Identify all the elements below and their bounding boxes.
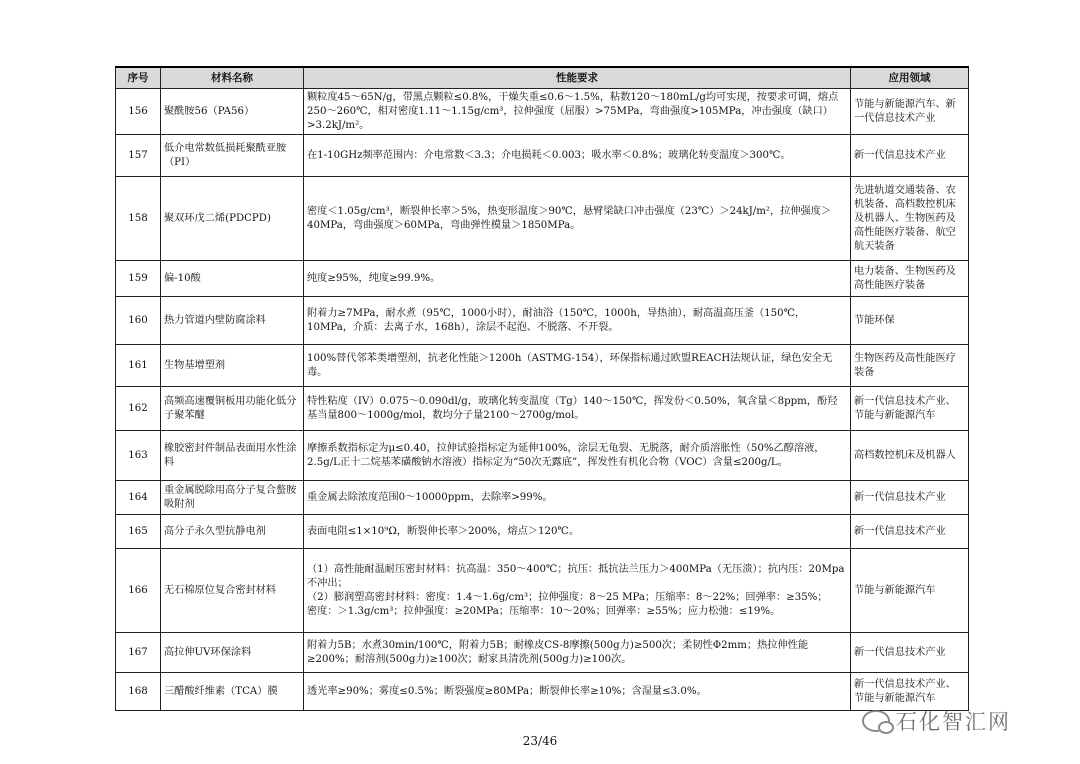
- wechat-icon: [862, 710, 890, 732]
- row-no: 161: [116, 345, 161, 387]
- row-field: 节能与新能源汽车、新一代信息技术产业: [851, 89, 969, 135]
- spec-line: （2）膨润塑高密封材料：密度：1.4～1.6g/cm³；拉伸强度：8～25 MPa；压缩率：8～22%；回弹率：≥35%；: [307, 591, 828, 603]
- row-spec: 在1-10GHz频率范围内：介电常数＜3.3；介电损耗＜0.003；吸水率＜0.8%；玻璃化转变温度＞300℃。: [304, 135, 851, 177]
- row-no: 165: [116, 515, 161, 549]
- row-spec: 摩擦系数指标定为μ≤0.40，拉伸试验指标定为延伸100%，涂层无龟裂、无脱落，耐介质溶胀性（50%乙醇溶液，2.5g/L正十二烷基苯磺酸钠水溶液）指标定为“50次无露底”，挥发性有机化合物（VOC）含量≤200g/L。: [304, 431, 851, 481]
- table-row: [116, 387, 969, 431]
- row-no: 157: [116, 135, 161, 177]
- row-name: 高分子永久型抗静电剂: [161, 515, 304, 549]
- row-field: 生物医药及高性能医疗装备: [851, 345, 969, 387]
- row-name: 聚酰胺56（PA56）: [161, 89, 304, 135]
- header-name: 材料名称: [161, 67, 304, 89]
- row-field: 新一代信息技术产业、节能与新能源汽车: [851, 387, 969, 431]
- row-field: 新一代信息技术产业、节能与新能源汽车: [851, 673, 969, 711]
- row-spec: [304, 549, 851, 633]
- row-spec: 重金属去除浓度范围0～10000ppm，去除率>99%。: [304, 481, 851, 515]
- row-name: 生物基增塑剂: [161, 345, 304, 387]
- row-name: 无石棉原位复合密封材料: [161, 549, 304, 633]
- table-row: [116, 89, 969, 135]
- row-no: 159: [116, 261, 161, 297]
- row-field: 新一代信息技术产业: [851, 515, 969, 549]
- page-number: 23/46: [522, 734, 558, 748]
- row-spec: 透光率≥90%；雾度≤0.5%；断裂强度≥80MPa；断裂伸长率≥10%；含湿量≤3.0%。: [304, 673, 851, 711]
- document-page: [115, 66, 968, 711]
- header-field: 应用领域: [851, 67, 969, 89]
- table-row: [116, 633, 969, 673]
- row-name: 三醋酸纤维素（TCA）膜: [161, 673, 304, 711]
- row-name: 偏-10酸: [161, 261, 304, 297]
- watermark: [862, 706, 1011, 736]
- row-field: 节能环保: [851, 297, 969, 345]
- row-no: 162: [116, 387, 161, 431]
- table-row: [116, 481, 969, 515]
- row-field: 节能与新能源汽车: [851, 549, 969, 633]
- row-no: 166: [116, 549, 161, 633]
- row-spec: 表面电阻≤1×10⁹Ω，断裂伸长率＞200%，熔点＞120℃。: [304, 515, 851, 549]
- table-row: [116, 135, 969, 177]
- row-no: 163: [116, 431, 161, 481]
- row-field: 新一代信息技术产业: [851, 633, 969, 673]
- table-row: [116, 261, 969, 297]
- table-row: [116, 515, 969, 549]
- spec-line: 密度：＞1.3g/cm³；拉伸强度：≥20MPa；压缩率：10～20%；回弹率：≥55%；应力松弛：≤19%。: [307, 605, 781, 617]
- spec-line: （1）高性能耐温耐压密封材料：抗高温：350～400℃；抗压：抵抗法兰压力＞400MPa（无压溃）；抗内压：20Mpa不冲出；: [307, 563, 845, 589]
- row-name: 热力管道内壁防腐涂料: [161, 297, 304, 345]
- row-field: 先进轨道交通装备、农机装备、高档数控机床及机器人、生物医药及高性能医疗装备、航空航天装备: [851, 177, 969, 261]
- row-field: 电力装备、生物医药及高性能医疗装备: [851, 261, 969, 297]
- row-name: 高拉伸UV环保涂料: [161, 633, 304, 673]
- row-name: 低介电常数低损耗聚酰亚胺（PI）: [161, 135, 304, 177]
- row-spec: 密度＜1.05g/cm³，断裂伸长率＞5%，热变形温度＞90℃，悬臂梁缺口冲击强度（23℃）＞24kJ/m²，拉伸强度＞40MPa，弯曲强度＞60MPa，弯曲弹性模量＞1850MPa。: [304, 177, 851, 261]
- row-spec: 颗粒度45～65N/g，带黑点颗粒≤0.8%，干燥失重≤0.6～1.5%，粘数120～180mL/g均可实现，按要求可调，熔点250～260℃，相对密度1.11～1.15g/cm³，拉伸强度（屈服）>75MPa，弯曲强度>105MPa，冲击强度（缺口）>3.2kJ/m²。: [304, 89, 851, 135]
- table-row: [116, 431, 969, 481]
- row-no: 168: [116, 673, 161, 711]
- row-spec: 附着力≥7MPa，耐水煮（95℃，1000小时），耐油浴（150℃，1000h，导热油），耐高温高压釜（150℃，10MPa，介质：去离子水，168h），涂层不起泡、不脱落、不开裂。: [304, 297, 851, 345]
- row-spec: 附着力5B；水煮30min/100℃，附着力5B；耐橡皮CS-8摩擦(500g力)≥500次；柔韧性Φ2mm；热拉伸性能≥200%；耐溶剂(500g力)≥100次；耐家具清洗剂(500g力)≥100次。: [304, 633, 851, 673]
- row-spec: 特性粘度（IV）0.075～0.090dl/g，玻璃化转变温度（Tg）140～150℃，挥发份＜0.50%，氧含量＜8ppm，酚羟基当量800～1000g/mol，数均分子量2100～2700g/mol。: [304, 387, 851, 431]
- table-row: [116, 297, 969, 345]
- header-spec: 性能要求: [304, 67, 851, 89]
- materials-table: [115, 66, 969, 711]
- row-spec: 纯度≥95%，纯度≥99.9%。: [304, 261, 851, 297]
- row-field: 高档数控机床及机器人: [851, 431, 969, 481]
- table-row: [116, 345, 969, 387]
- row-name: 高频高速覆铜板用功能化低分子聚苯醚: [161, 387, 304, 431]
- table-row: [116, 673, 969, 711]
- table-row: [116, 549, 969, 633]
- table-header-row: [116, 67, 969, 89]
- header-no: 序号: [116, 67, 161, 89]
- row-no: 167: [116, 633, 161, 673]
- row-no: 164: [116, 481, 161, 515]
- row-no: 158: [116, 177, 161, 261]
- row-spec: 100%替代邻苯类增塑剂，抗老化性能＞1200h（ASTMG-154），环保指标通过欧盟REACH法规认证，绿色安全无毒。: [304, 345, 851, 387]
- row-name: 重金属脱除用高分子复合螯胺吸附剂: [161, 481, 304, 515]
- row-name: 聚双环戊二烯(PDCPD): [161, 177, 304, 261]
- row-no: 156: [116, 89, 161, 135]
- watermark-text: 石化智汇网: [896, 710, 1011, 734]
- row-no: 160: [116, 297, 161, 345]
- row-field: 新一代信息技术产业: [851, 135, 969, 177]
- row-field: 新一代信息技术产业: [851, 481, 969, 515]
- table-row: [116, 177, 969, 261]
- row-name: 橡胶密封件制品表面用水性涂料: [161, 431, 304, 481]
